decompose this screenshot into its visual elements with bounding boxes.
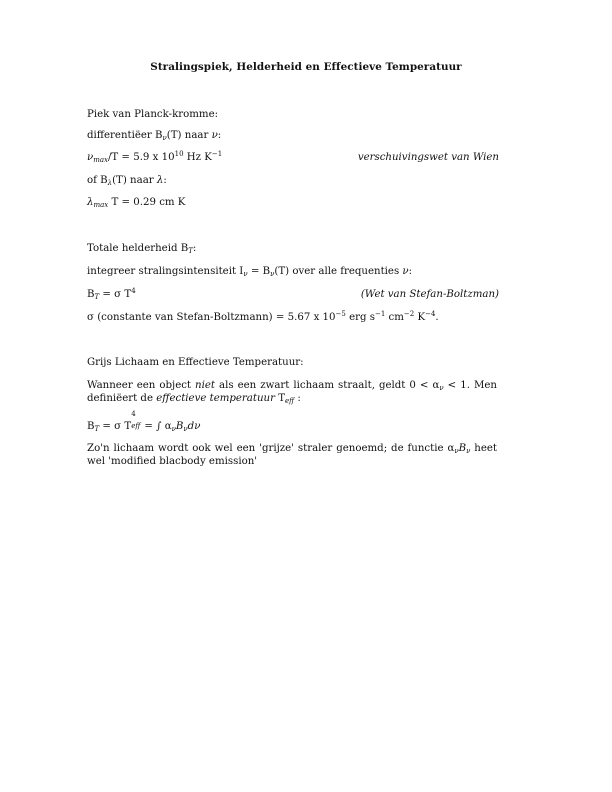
page-title: Stralingspiek, Helderheid en Effectieve Temperatuur bbox=[150, 61, 462, 73]
section3-paragraph1: Wanneer een object niet als een zwart lichaam straalt, geldt $0 < \alpha_\nu < 1$. Men definiëert de effectieve temperatuur $T_{eff}$ : bbox=[87, 380, 497, 405]
stefan-boltzmann-constant: σ (constante van Stefan-Boltzmann) = 5.67 x $10^{-5}$ erg $s^{-1}$ $cm^{-2}$ $K^{-4}$. bbox=[87, 310, 439, 323]
lambda-equation: $\lambda_{max}$ T = 0.29 cm K bbox=[87, 197, 186, 209]
section3-heading: Grijs Lichaam en Effectieve Temperatuur: bbox=[87, 357, 304, 368]
wien-equation: $\nu_{max}/T = 5.9$ x $10^{10}$ Hz $K^{-1}$ bbox=[87, 150, 223, 164]
section3-paragraph2: Zo'n lichaam wordt ook wel een 'grijze' straler genoemd; de functie $\alpha_\nu B_\nu$ heet wel 'modified blacbody emission' bbox=[87, 443, 498, 467]
section1-heading: Piek van Planck-kromme: bbox=[87, 109, 219, 120]
effective-temperature-equation: $B_T = \sigma$ T 4 eff = ∫ $\alpha_\nu B_\nu d\nu$ bbox=[87, 410, 201, 433]
section2-line1: integreer stralingsintensiteit $I_\nu = B_\nu(T)$ over alle frequenties ν: bbox=[87, 266, 413, 278]
stefan-boltzmann-equation: $B_T = \sigma$ $T^4$ bbox=[87, 287, 136, 301]
section1-line1: differentiëer $B_\nu(T)$ naar ν: bbox=[87, 130, 222, 142]
section1-line3: of $B_\lambda(T)$ naar λ: bbox=[87, 175, 167, 187]
wien-law-label: verschuivingswet van Wien bbox=[357, 152, 499, 163]
stefan-boltzmann-label: (Wet van Stefan-Boltzman) bbox=[360, 289, 499, 300]
section2-heading: Totale helderheid $B_T$: bbox=[87, 243, 197, 255]
